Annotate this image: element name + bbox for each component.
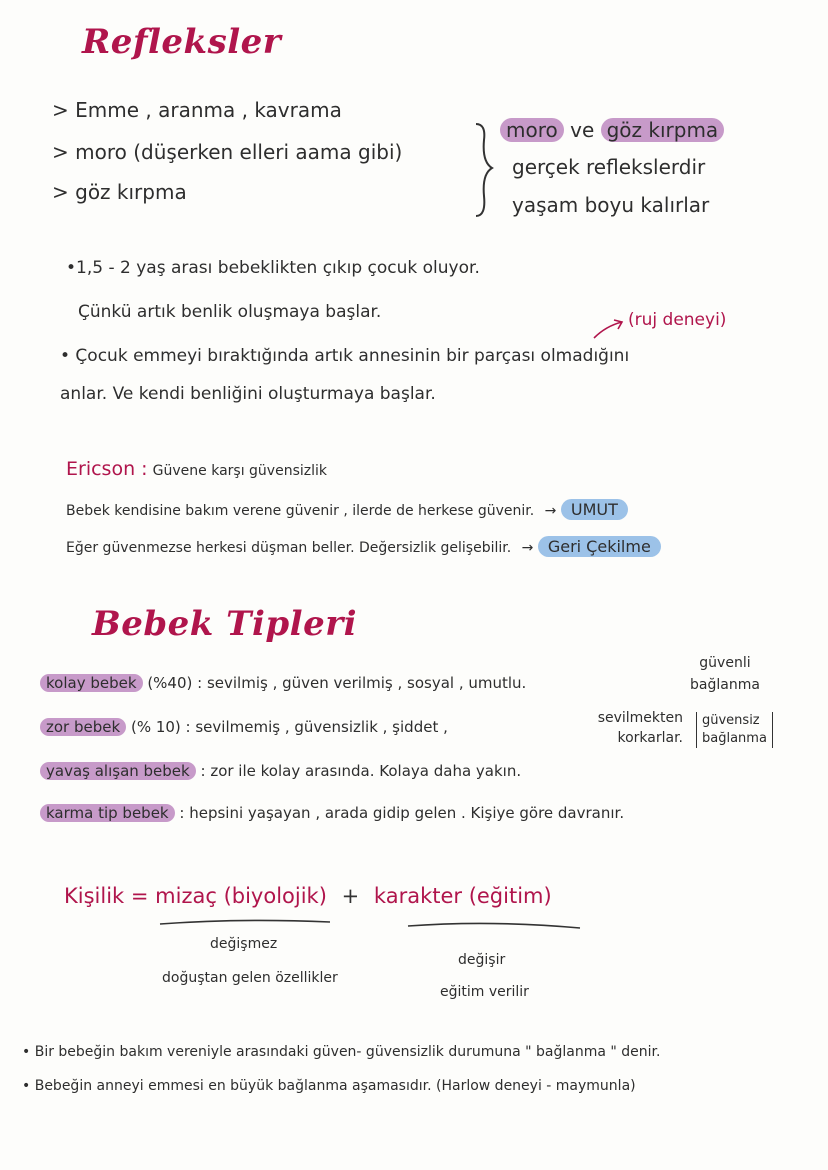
footer-line2: • Bebeğin anneyi emmesi en büyük bağlanma aşamasıdır. (Harlow deneyi - maymunla)	[22, 1078, 636, 1094]
baby-type-label: yavaş alışan bebek	[40, 762, 196, 780]
reflex-note-line2: gerçek reflekslerdir	[512, 155, 706, 179]
reflex-item	[52, 98, 342, 122]
baby-type-row	[40, 718, 448, 736]
zor-extra-line2: korkarlar.	[617, 730, 683, 746]
insecure-line2: bağlanma	[702, 731, 767, 746]
highlight-moro: moro	[500, 118, 564, 142]
reflex-note-line1	[500, 118, 724, 142]
baby-type-label: kolay bebek	[40, 674, 143, 692]
ericson-line2-text: Eğer güvenmezse herkesi düşman beller. Değersizlik gelişebilir.	[66, 540, 512, 556]
baby-types-title: Bebek Tipleri	[92, 604, 358, 644]
personality-plus: +	[341, 884, 360, 908]
reflex-text: Emme , aranma , kavrama	[75, 98, 342, 122]
ruj-note: (ruj deneyi)	[628, 310, 727, 330]
baby-type-desc: : zor ile kolay arasında. Kolaya daha yakın.	[200, 762, 522, 780]
personality-mizac: mizaç (biyolojik)	[155, 884, 327, 908]
personality-karakter: karakter (eğitim)	[373, 884, 552, 908]
reflex-marker: >	[52, 180, 69, 204]
baby-type-desc: (% 10) : sevilmemiş , güvensizlik , şiddet ,	[130, 718, 448, 736]
ericson-subtitle: Güvene karşı güvensizlik	[152, 463, 327, 479]
baby-type-label: zor bebek	[40, 718, 126, 736]
personality-formula	[64, 884, 552, 908]
karakter-sub2: eğitim verilir	[440, 984, 529, 1000]
baby-type-desc: (%40) : sevilmiş , güven verilmiş , sosyal , umutlu.	[147, 674, 527, 692]
ericson-line1	[66, 500, 628, 519]
ericson-label: Ericson :	[66, 458, 148, 480]
baby-type-desc: : hepsini yaşayan , arada gidip gelen . Kişiye göre davranır.	[179, 804, 625, 822]
secure-line1: güvenli	[699, 655, 751, 671]
mizac-sub1: değişmez	[210, 936, 278, 952]
ericson-line2	[66, 537, 661, 556]
arrow-right-icon: →	[544, 503, 557, 519]
zor-extra-note	[575, 708, 683, 748]
reflex-text: göz kırpma	[75, 180, 187, 204]
note-ve: ve	[570, 118, 595, 142]
baby-type-label: karma tip bebek	[40, 804, 175, 822]
arrow-right-icon: →	[521, 540, 534, 556]
reflex-item	[52, 180, 187, 204]
baby-type-row	[40, 762, 521, 780]
personality-left: Kişilik =	[64, 884, 149, 908]
karakter-sub1: değişir	[458, 952, 506, 968]
secure-line2: bağlanma	[690, 677, 760, 693]
mizac-sub2: doğuştan gelen özellikler	[162, 970, 338, 986]
footer-line1: • Bir bebeğin bakım vereniyle arasındaki güven- güvensizlik durumuna " bağlanma " denir.	[22, 1044, 661, 1060]
curly-brace-icon	[470, 120, 496, 220]
reflex-note-line3: yaşam boyu kalırlar	[512, 193, 710, 217]
dev-bullet1-line2: Çünkü artık benlik oluşmaya başlar.	[78, 302, 382, 322]
highlight-goz-kirpma: göz kırpma	[601, 118, 725, 142]
dev-bullet2-line2: anlar. Ve kendi benliğini oluşturmaya başlar.	[60, 384, 436, 404]
dev-bullet2-line1: • Çocuk emmeyi bıraktığında artık annesinin bir parçası olmadığını	[60, 346, 630, 366]
reflexes-title: Refleksler	[82, 22, 282, 62]
arrow-icon	[592, 318, 626, 340]
insecure-attachment-note	[696, 712, 773, 748]
ericson-header	[66, 458, 327, 480]
baby-type-row	[40, 674, 526, 692]
reflex-item	[52, 140, 402, 164]
badge-geri-cekilme: Geri Çekilme	[538, 536, 661, 557]
dev-bullet1-line1: •1,5 - 2 yaş arası bebeklikten çıkıp çocuk oluyor.	[66, 258, 480, 278]
reflex-text: moro (düşerken elleri aama gibi)	[75, 140, 403, 164]
ericson-line1-text: Bebek kendisine bakım verene güvenir , ilerde de herkese güvenir.	[66, 503, 535, 519]
secure-attachment-note	[690, 652, 760, 696]
baby-type-row	[40, 804, 624, 822]
reflex-marker: >	[52, 98, 69, 122]
zor-extra-line1: sevilmekten	[597, 710, 683, 726]
insecure-line1: güvensiz	[702, 713, 760, 728]
badge-umut: UMUT	[561, 499, 628, 520]
reflex-marker: >	[52, 140, 69, 164]
